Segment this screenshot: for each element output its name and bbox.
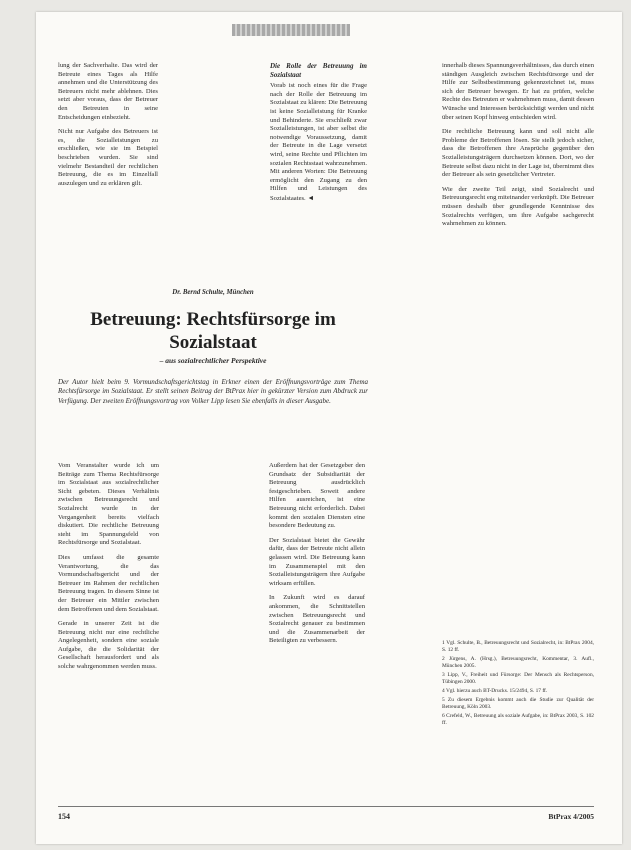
journal-header-bar: [232, 24, 350, 36]
top-column-2: [270, 62, 367, 210]
paragraph: innerhalb dieses Spannungsverhältnisses, das durch einen ständigen Ausgleich zwischen Rechtsfürsorge und der Hilfe zur Selbstbestimmung gekennzeichnet ist, muss sich der Betreuer bewegen. Er hat zu prüfen, welche Rechte des Betreuten er wahrnehmen muss, damit dessen Wünsche und Interessen berücksichtigt werden und nicht über seinen Kopf hinweg entschieden wird.: [442, 62, 594, 121]
paragraph: [270, 82, 367, 203]
paragraph: Außerdem hat der Gesetzgeber den Grundsatz der Subsidiarität der Betreuung ausdrücklich festgeschrieben. Soweit andere Hilfen ausreichen, ist eine Betreuung nicht erforderlich. Dabei kommt den sozialen Diensten eine besondere Bedeutung zu.: [269, 462, 365, 530]
paragraph: Vom Veranstalter wurde ich um Beiträge zum Thema Rechtsfürsorge im Sozialstaat aus sozialrechtlicher Sicht gebeten. Dieses Verhältnis zwischen Betreuungsrecht und Sozialrecht wurde in der Vergangenheit bereits vielfach diskutiert. Die rechtliche Betreuung steht im Spannungsfeld von Rechtsfürsorge und Sozialstaat.: [58, 462, 159, 547]
article-title: Betreuung: Rechtsfürsorge im Sozialstaat: [90, 309, 336, 353]
end-of-article-icon: ◄: [307, 193, 315, 202]
footer-divider: [58, 806, 594, 807]
paragraph: In Zukunft wird es darauf ankommen, die Schnittstellen zwischen Betreuungsrecht und Sozialrecht genauer zu bestimmen und die Zusammenarbeit der Beteiligten zu verbessern.: [269, 594, 365, 645]
footnote: 6 Crefeld, W., Betreuung als soziale Aufgabe, in: BtPrax 2003, S. 102 ff.: [442, 713, 594, 726]
footnote: 4 Vgl. hierzu auch BT-Drucks. 15/2494, S. 17 ff.: [442, 688, 548, 694]
paragraph: Der Sozialstaat bietet die Gewähr dafür, dass der Betreute nicht allein gelassen wird. Die Betreuung kann im Zusammenspiel mit den Sozialleistungsträgern ihre Aufgabe wirksam erfüllen.: [269, 536, 365, 587]
top-column-1: [58, 62, 158, 194]
right-column: [442, 62, 594, 235]
footnote: 5 Zu diesem Ergebnis kommt auch die Studie zur Qualität der Betreuung, Köln 2003.: [442, 697, 594, 710]
footnote: 1 Vgl. Schulte, B., Betreuungsrecht und Sozialrecht, in: BtPrax 2004, S. 12 ff.: [442, 640, 594, 653]
footnotes: [442, 640, 594, 729]
paragraph: Die rechtliche Betreuung kann und soll nicht alle Probleme der Betroffenen lösen. Sie stellt jedoch sicher, dass die Betroffenen ihre Ansprüche gegenüber den Sozialleistungsträgern durchsetzen können. Dort, wo der Betreute selbst dazu nicht in der Lage ist, übernimmt dies der Betreuer als sein gesetzlicher Vertreter.: [442, 128, 594, 179]
article-author: Dr. Bernd Schulte, München: [172, 289, 254, 296]
article-abstract: [58, 378, 368, 406]
footnote: 2 Jürgens, A. (Hrsg.), Betreuungsrecht, Kommentar, 3. Aufl., München 2005.: [442, 656, 594, 669]
page-number: 154: [58, 812, 70, 821]
paragraph: Nicht nur Aufgabe des Betreuers ist es, die Sozialleistungen zu erschließen, wie sie im Beispiel beschrieben wurden. Sie sind vielmehr Bestandteil der rechtlichen Betreuung, die es im Einzelfall auszulegen und zu erklären gilt.: [58, 128, 158, 187]
footnote: 3 Lipp, V., Freiheit und Fürsorge: Der Mensch als Rechtsperson, Tübingen 2000.: [442, 672, 594, 685]
paragraph: Wie der zweite Teil zeigt, sind Sozialrecht und Betreuungsrecht eng miteinander verknüpft. Die Betreuer müssen deshalb über grundlegende Kenntnisse des Sozialrechts verfügen, um ihre Aufgabe sachgerecht wahrnehmen zu können.: [442, 185, 594, 228]
section-heading: Die Rolle der Betreuung im Sozialstaat: [270, 62, 367, 79]
paragraph: Gerade in unserer Zeit ist die Betreuung nicht nur eine rechtliche Angelegenheit, sondern eine soziale Aufgabe, die die Solidarität der Gesellschaft herausfordert und als solche wahrgenommen werden muss.: [58, 620, 159, 671]
paragraph: lung der Sachverhalte. Das wird der Betreute eines Tages als Hilfe annehmen und die Unterstützung des Betreuers nicht mehr ablehnen. Dies setzt aber voraus, dass der Betreuer den Betreuten in seine Entscheidungen einbezieht.: [58, 62, 158, 121]
paragraph: Dies umfasst die gesamte Verantwortung, die das Vormundschaftsgericht und der Betreuer im Rahmen der rechtlichen Betreuung tragen. In diesem Sinne ist der Betreuer ein Mittler zwischen dem Betroffenen und dem Sozialstaat.: [58, 553, 159, 613]
abstract-text: Der Autor hielt beim 9. Vormundschaftsgerichtstag in Erkner einen der Eröffnungsvorträge zum Thema Rechtsfürsorge im Sozialstaat. Er stellt seinen Beitrag der BtPrax hier in gekürzter Version zum Abdruck zur Verfügung. Der zweiten Eröffnungsvortrag von Volker Lipp lesen Sie ebenfalls in dieser Ausgabe.: [58, 378, 368, 405]
paragraph-text: Vorab ist noch eines für die Frage nach der Rolle der Betreuung im Sozialstaat zu klären: Die Betreuung ist keine Sozialleistung für Kranke und Behinderte. Sie erschließt zwar Sozialleistungen, ist aber selbst die notwendige Voraussetzung, damit der Betreute in die Lage versetzt wird, seine Rechte und Pflichten im sozialen Rechtsstaat wahrzunehmen. Mit anderen Worten: Die Betreuung ermöglicht den Zugang zu den Hilfen und Leistungen des Sozialstaates.: [270, 82, 367, 202]
article-column-1: [58, 462, 159, 678]
article-column-2: [269, 462, 365, 652]
article-subtitle: – aus sozialrechtlicher Perspektive: [159, 356, 267, 365]
journal-issue: BtPrax 4/2005: [548, 812, 594, 821]
